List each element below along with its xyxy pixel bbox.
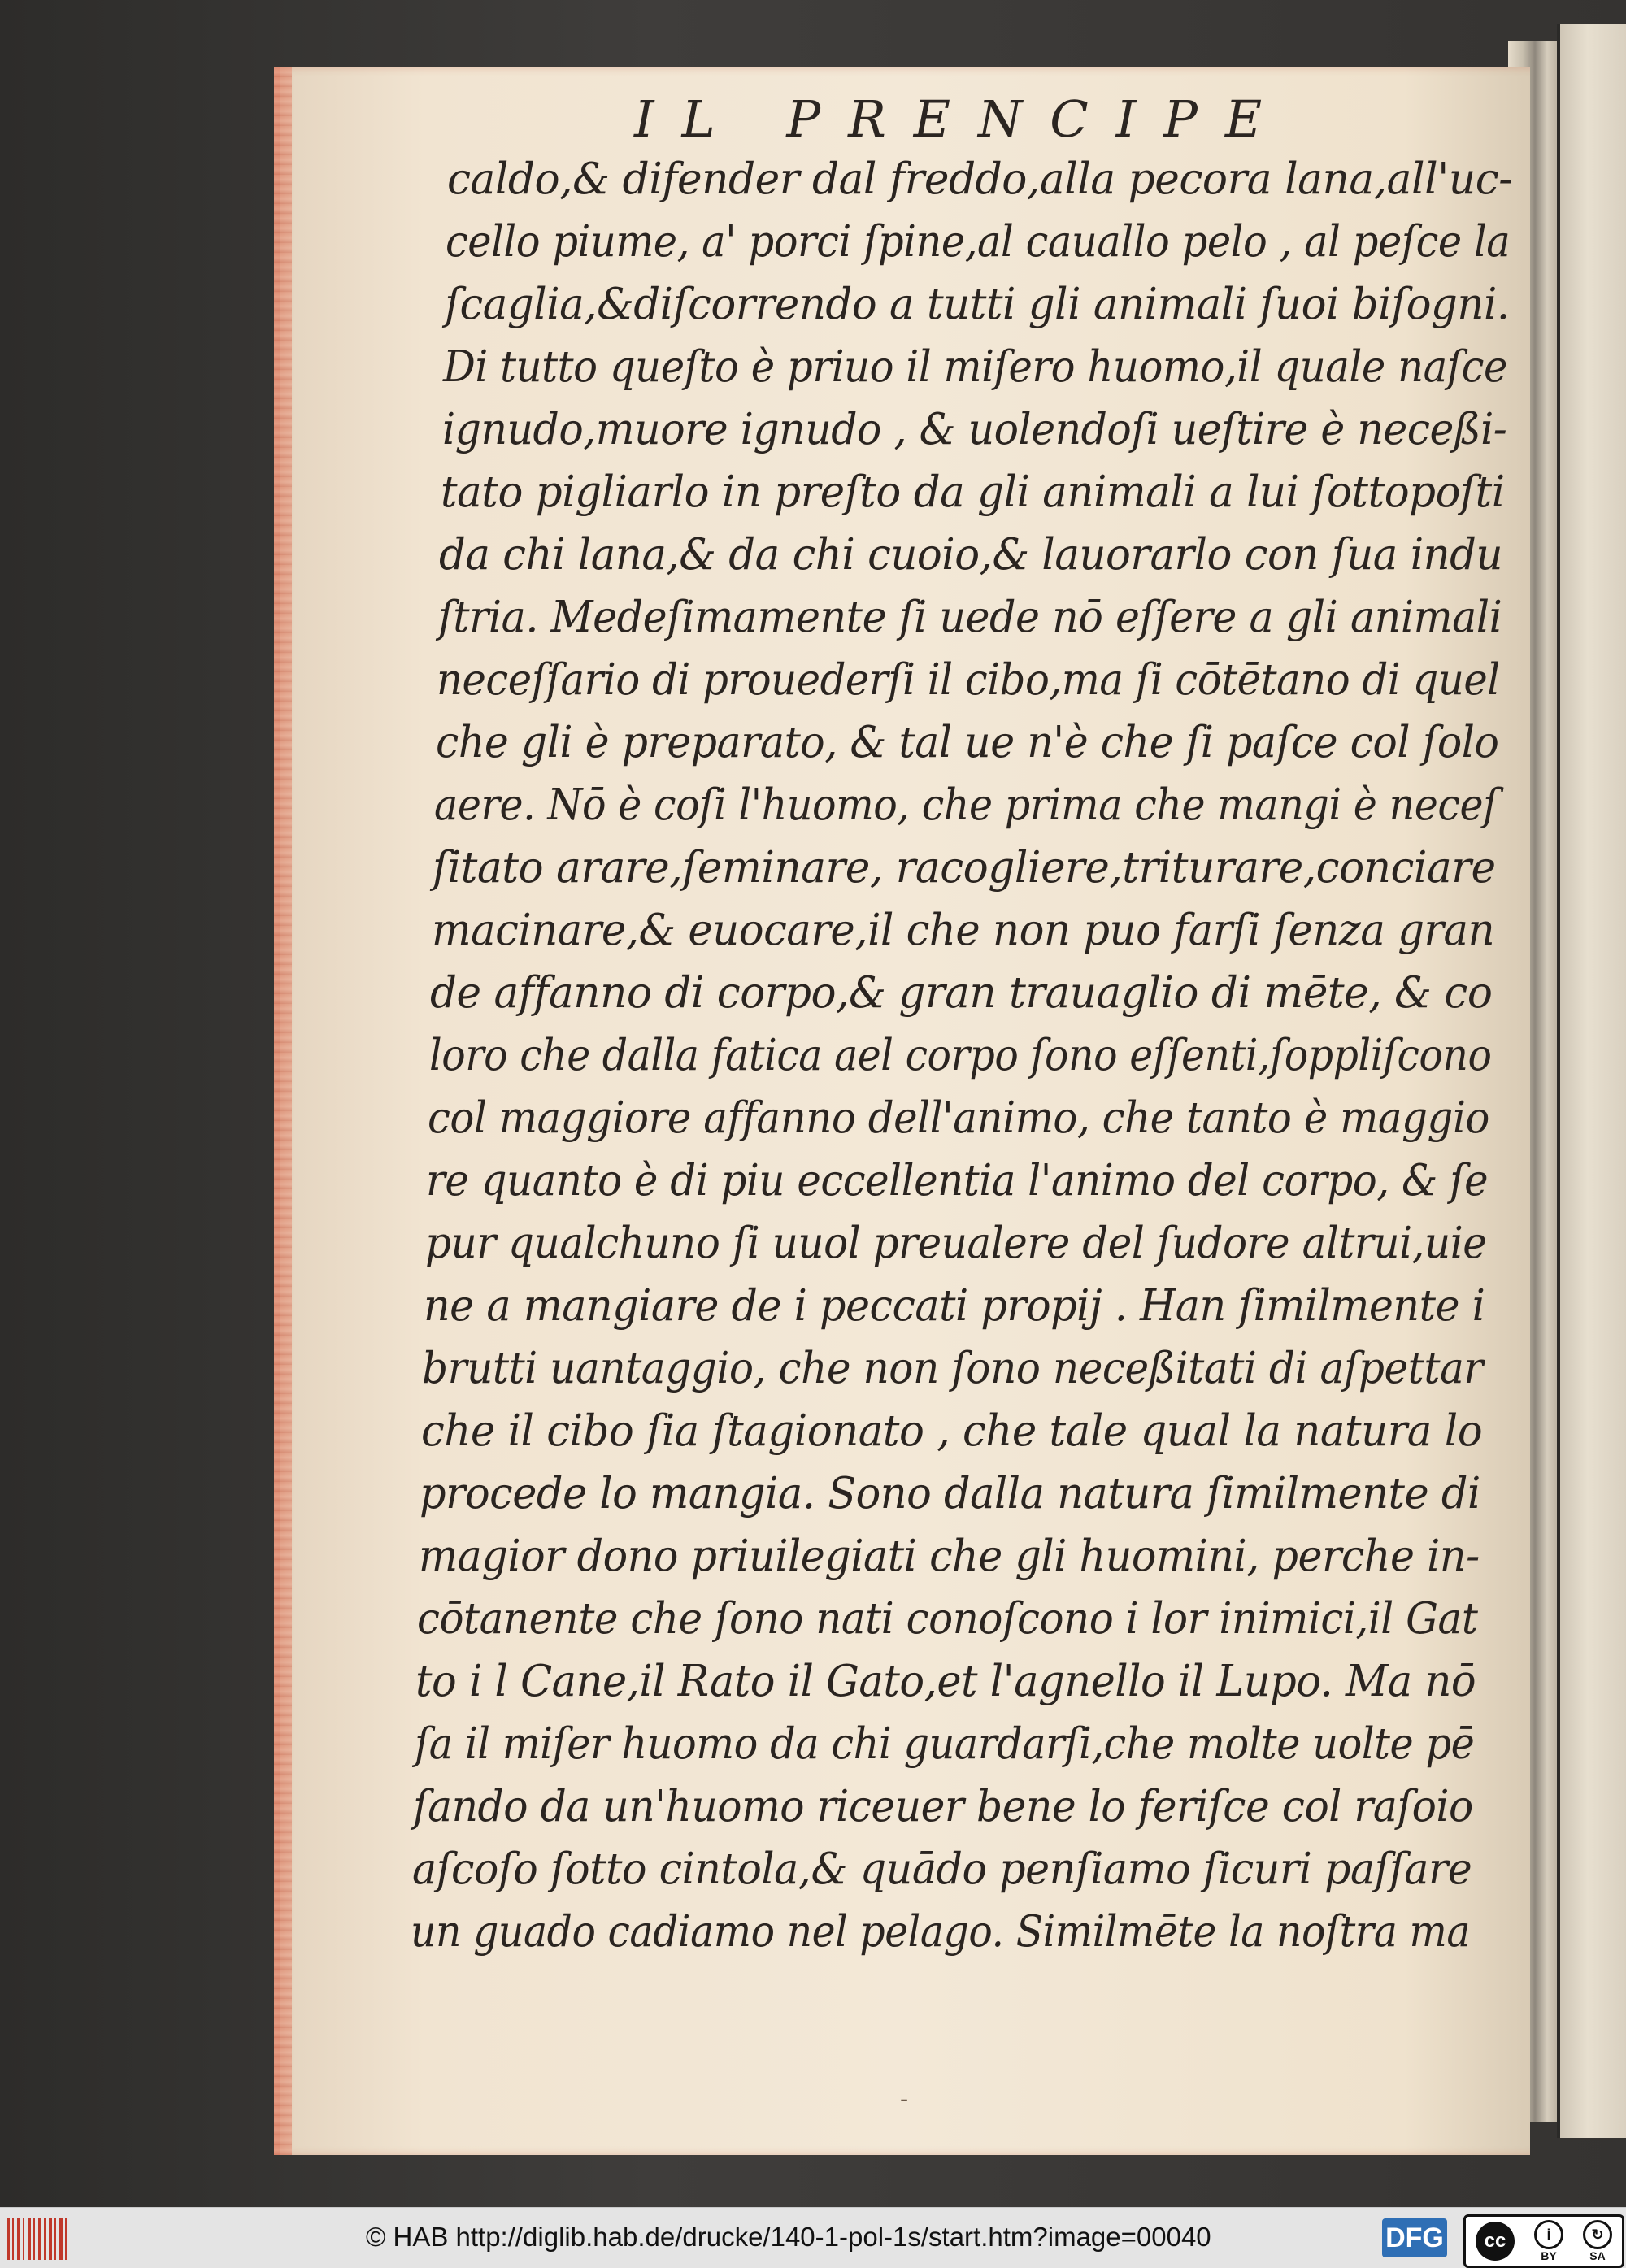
text-line: magior dono priuilegiati che gli huomini, perche in- bbox=[418, 1532, 1480, 1581]
text-line: col maggiore affanno dell'animo, che tanto è maggio bbox=[427, 1093, 1489, 1143]
text-line: Di tutto queſto è priuo il miſero huomo,il quale naſce bbox=[443, 342, 1508, 392]
text-line: de affanno di corpo,& gran trauaglio di mēte, & co bbox=[430, 968, 1493, 1018]
text-line: cōtanente che ſono nati conoſcono i lor inimici,il Gat bbox=[417, 1594, 1478, 1644]
text-line: loro che dalla fatica ael corpo ſono eſſenti,ſoppliſcono bbox=[428, 1031, 1491, 1080]
cc-license-badge[interactable] bbox=[1463, 2214, 1624, 2268]
text-line: brutti uantaggio, che non ſono neceßitati di aſpettar bbox=[422, 1344, 1484, 1393]
text-line: ignudo,muore ignudo , & uolendoſi ueſtire è neceßi- bbox=[441, 405, 1506, 454]
hab-logo-icon bbox=[7, 2218, 67, 2260]
sa-icon: ↻ SA bbox=[1583, 2220, 1612, 2262]
text-line: aere. Nō è coſi l'huomo, che prima che mangi è neceſ bbox=[433, 780, 1498, 830]
dfg-logo: DFG bbox=[1382, 2218, 1447, 2257]
text-line: re quanto è di piu eccellentia l'animo del corpo, & ſe bbox=[426, 1156, 1489, 1206]
text-line: neceſſario di prouederſi il cibo,ma ſi cōtētano di quel bbox=[437, 655, 1500, 705]
text-line: macinare,& euocare,il che non puo farſi ſenza gran bbox=[431, 906, 1494, 955]
text-line: cello piume, a' porci ſpine,al cauallo pelo , al peſce la bbox=[446, 217, 1511, 267]
text-line: che il cibo ſia ſtagionato , che tale qual la natura lo bbox=[420, 1406, 1482, 1456]
text-line: procede lo mangia. Sono dalla natura ſimilmente di bbox=[420, 1469, 1481, 1519]
text-line: ſando da un'huomo riceuer bene lo feriſce col raſoio bbox=[413, 1782, 1473, 1831]
text-line: un guado cadiamo nel pelago. Similmēte la noſtra ma bbox=[411, 1907, 1471, 1957]
signature-mark: - bbox=[900, 2085, 909, 2114]
text-line: ſitato arare,ſeminare, racogliere,triturare,conciare bbox=[433, 843, 1496, 893]
viewer-footer bbox=[0, 2207, 1626, 2268]
text-line: pur qualchuno ſi uuol preualere del ſudore altrui,uie bbox=[424, 1219, 1487, 1268]
cc-icon: cc bbox=[1476, 2222, 1515, 2261]
running-title: IL PRENCIPE bbox=[634, 89, 1290, 149]
text-line: ſcaglia,&diſcorrendo a tutti gli animali ſuoi biſogni. bbox=[444, 280, 1510, 329]
text-line: tato pigliarlo in preſto da gli animali a lui ſottopoſti bbox=[440, 467, 1505, 517]
citation-link[interactable]: © HAB http://diglib.hab.de/drucke/140-1-pol-1s/start.htm?image=00040 bbox=[366, 2222, 1211, 2252]
text-line: ſtria. Medeſimamente ſi uede nō eſſere a gli animali bbox=[437, 593, 1502, 642]
text-line: to i l Cane,il Rato il Gato,et l'agnello il Lupo. Ma nō bbox=[415, 1657, 1476, 1706]
license-by-label: BY bbox=[1541, 2249, 1557, 2262]
text-line: aſcoſo ſotto cintola,& quādo penſiamo ſicuri paſſare bbox=[411, 1844, 1472, 1894]
text-line: che gli è preparato, & tal ue n'è che ſi paſce col ſolo bbox=[435, 718, 1498, 767]
license-sa-label: SA bbox=[1589, 2249, 1606, 2262]
text-line: caldo,& difender dal freddo,alla pecora lana,all'uc- bbox=[447, 154, 1513, 204]
by-icon: i BY bbox=[1534, 2220, 1563, 2262]
text-line: da chi lana,& da chi cuoio,& lauorarlo con ſua indu bbox=[439, 530, 1503, 580]
text-line: ne a mangiare de i peccati propij . Han ſimilmente i bbox=[424, 1281, 1485, 1331]
text-line: ſa il miſer huomo da chi guardarſi,che molte uolte pē bbox=[414, 1719, 1475, 1769]
